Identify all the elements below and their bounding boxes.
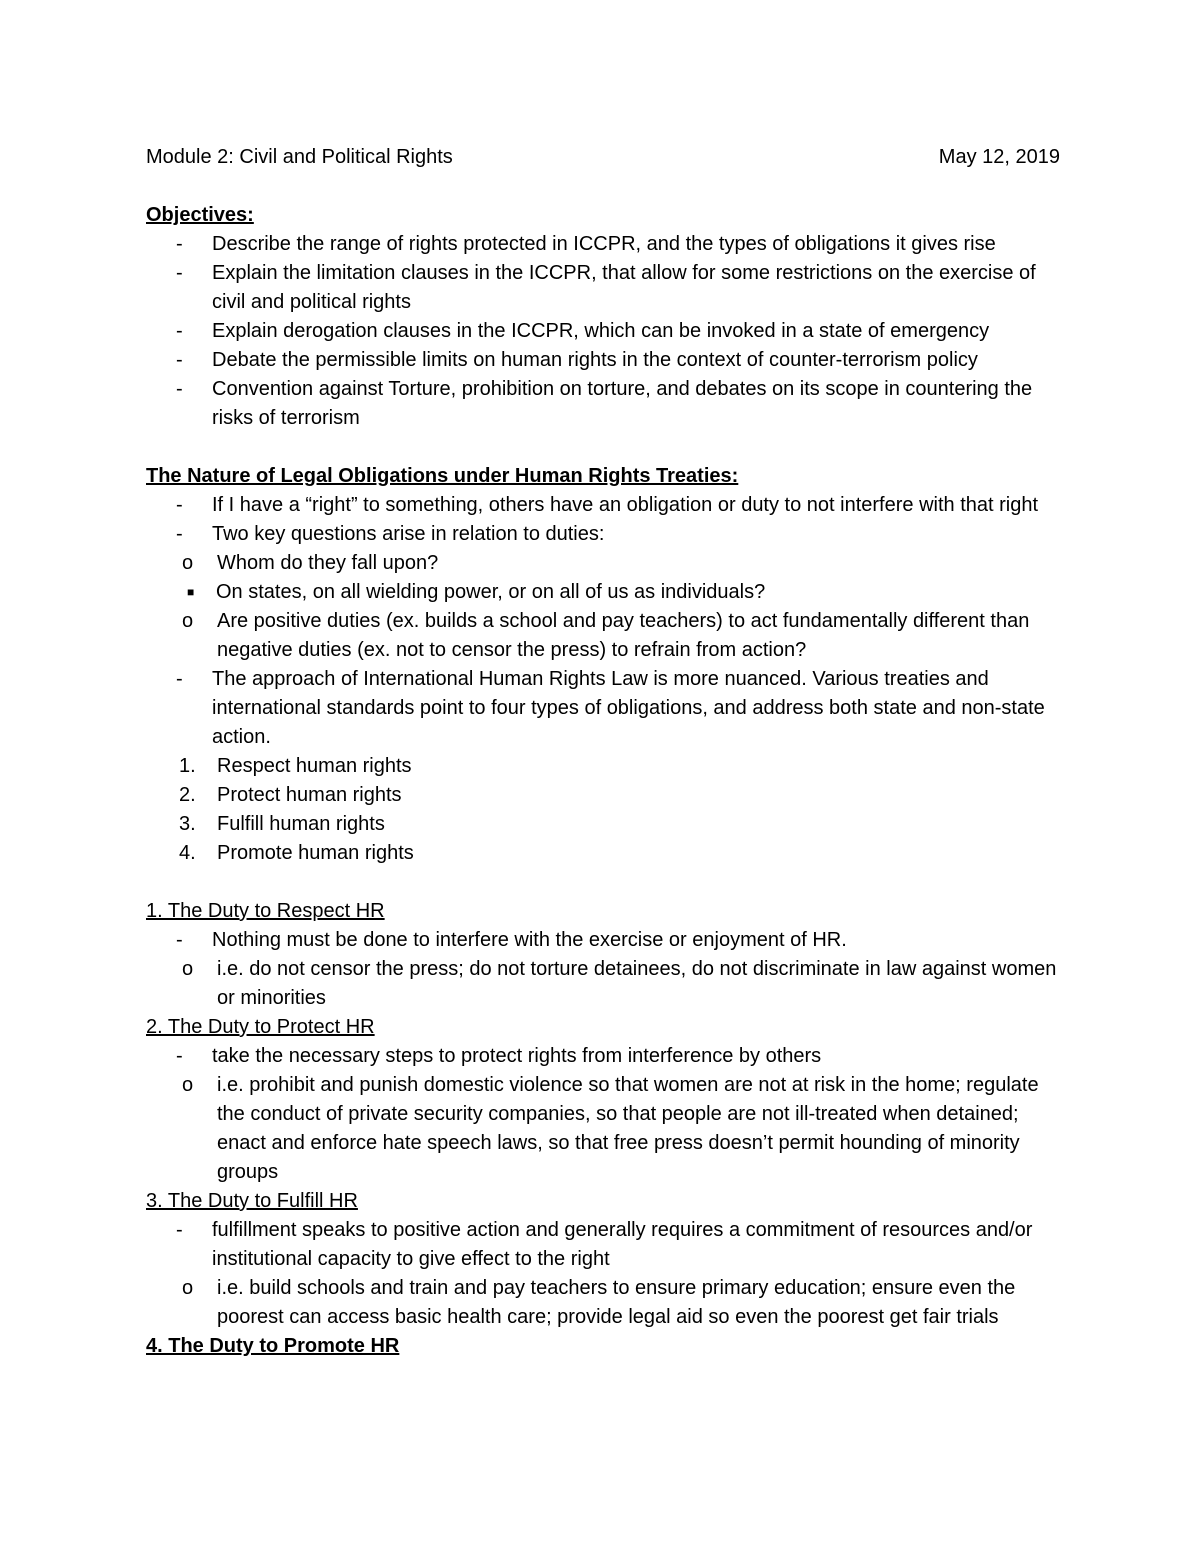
list-item: - Nothing must be done to interfere with the exercise or enjoyment of HR. o i.e. do not censor the press; do not torture detainees, do not discriminate in law against women or minorities [146, 926, 1060, 1013]
circle-bullet: o [182, 958, 194, 980]
dash-bullet: - [176, 523, 183, 545]
list-item: 2. Protect human rights [179, 784, 402, 806]
circle-bullet: o [182, 552, 194, 574]
list-item: 4. Promote human rights [179, 842, 414, 864]
list-item: - Two key questions arise in relation to duties: o Whom do they fall upon? ■ On states, on all wielding power, or on all of us as individuals? o Are positive duties (ex. builds a school and pay teachers) to act fundamentally different than negative duties (ex. not to censor the press) to refrain from action? [146, 520, 1060, 665]
list-item: - Debate the permissible limits on human rights in the context of counter-terrorism policy [146, 346, 1060, 375]
list-item: - Explain the limitation clauses in the ICCPR, that allow for some restrictions on the exercise of civil and political rights [146, 259, 1060, 317]
circle-bullet: o [182, 610, 194, 632]
dash-bullet: - [176, 668, 183, 690]
document-date: May 12, 2019 [938, 146, 1060, 168]
list-item: o i.e. build schools and train and pay teachers to ensure primary education; ensure even the poorest can access basic health care; provide legal aid so even the poorest get fair trials [146, 1274, 1060, 1332]
list-item: o Are positive duties (ex. builds a school and pay teachers) to act fundamentally different than negative duties (ex. not to censor the press) to refrain from action? [146, 607, 1060, 665]
list-item: - The approach of International Human Rights Law is more nuanced. Various treaties and international standards point to four types of obligations, and address both state and non-state action. 1. Respect human rights 2. Protect human rights 3. Fulfill human rights 4. Promote human rights [146, 665, 1060, 868]
dash-bullet: - [176, 1219, 183, 1241]
nature-heading: The Nature of Legal Obligations under Human Rights Treaties: [146, 465, 739, 487]
dash-bullet: - [176, 320, 183, 342]
list-item: ■ On states, on all wielding power, or on all of us as individuals? [146, 578, 1060, 607]
list-item: o i.e. do not censor the press; do not torture detainees, do not discriminate in law against women or minorities [146, 955, 1060, 1013]
objectives-list [146, 230, 1060, 433]
list-item: - Explain derogation clauses in the ICCPR, which can be invoked in a state of emergency [146, 317, 1060, 346]
dash-bullet: - [176, 378, 183, 400]
duty-respect-heading: 1. The Duty to Respect HR [146, 900, 385, 922]
list-item: 1. Respect human rights [179, 755, 412, 777]
document-header [146, 143, 1060, 172]
sub-list [146, 578, 1060, 607]
list-item: o i.e. prohibit and punish domestic violence so that women are not at risk in the home; regulate the conduct of private security companies, so that people are not ill-treated when detained; enact and enforce hate speech laws, so that free press doesn’t permit hounding of minority groups [146, 1071, 1060, 1187]
list-item: 3. Fulfill human rights [179, 813, 385, 835]
dash-bullet: - [176, 262, 183, 284]
circle-bullet: o [182, 1277, 194, 1299]
duty-promote-heading: 4. The Duty to Promote HR [146, 1335, 400, 1357]
dash-bullet: - [176, 1045, 183, 1067]
objectives-heading: Objectives: [146, 204, 254, 226]
duty-protect-list [146, 1042, 1060, 1187]
duty-protect-heading: 2. The Duty to Protect HR [146, 1016, 375, 1038]
duty-fulfill-list [146, 1216, 1060, 1332]
list-item: - Describe the range of rights protected in ICCPR, and the types of obligations it gives rise [146, 230, 1060, 259]
list-item: - If I have a “right” to something, others have an obligation or duty to not interfere with that right [146, 491, 1060, 520]
nature-list [146, 491, 1060, 868]
duty-respect-list [146, 926, 1060, 1013]
dash-bullet: - [176, 233, 183, 255]
list-item: o Whom do they fall upon? ■ On states, on all wielding power, or on all of us as individuals? [146, 549, 1060, 607]
dash-bullet: - [176, 494, 183, 516]
list-item: - Convention against Torture, prohibition on torture, and debates on its scope in countering the risks of terrorism [146, 375, 1060, 433]
obligation-types-list [146, 752, 1060, 868]
questions-list [146, 549, 1060, 665]
document-title: Module 2: Civil and Political Rights [146, 146, 453, 168]
circle-bullet: o [182, 1074, 194, 1096]
dash-bullet: - [176, 929, 183, 951]
dash-bullet: - [176, 349, 183, 371]
square-bullet: ■ [187, 585, 195, 599]
list-item: - fulfillment speaks to positive action and generally requires a commitment of resources and/or institutional capacity to give effect to the right o i.e. build schools and train and pay teachers to ensure primary education; ensure even the poorest can access basic health care; provide legal aid so even the poorest get fair trials [146, 1216, 1060, 1332]
list-item: - take the necessary steps to protect rights from interference by others o i.e. prohibit and punish domestic violence so that women are not at risk in the home; regulate the conduct of private security companies, so that people are not ill-treated when detained; enact and enforce hate speech laws, so that free press doesn’t permit hounding of minority groups [146, 1042, 1060, 1187]
duty-fulfill-heading: 3. The Duty to Fulfill HR [146, 1190, 358, 1212]
